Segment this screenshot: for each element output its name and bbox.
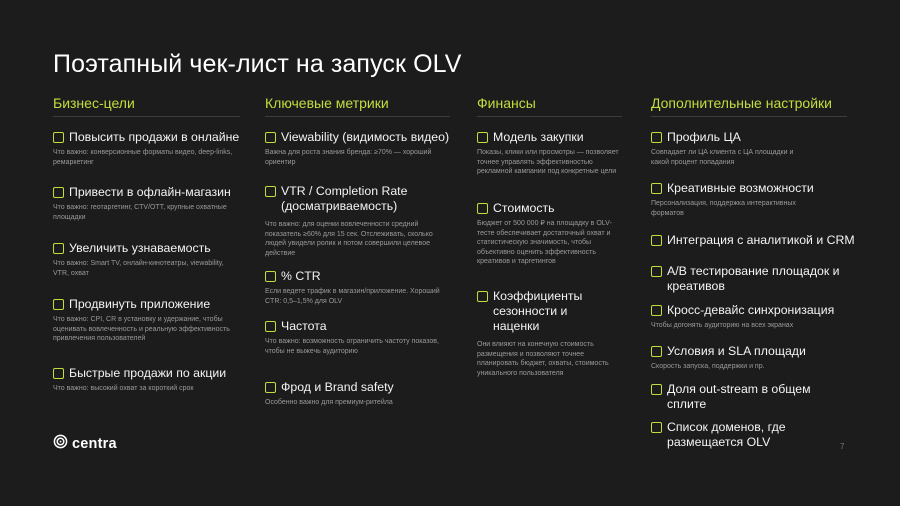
item-title: Viewability (видимость видео) <box>281 130 450 144</box>
item-title: Увеличить узнаваемость <box>69 241 211 255</box>
checkbox-icon[interactable] <box>651 183 662 194</box>
checkbox-icon[interactable] <box>265 321 276 332</box>
item-title: Список доменов, где размещается OLV <box>667 420 786 449</box>
checklist-item <box>651 130 847 167</box>
checklist-item <box>651 303 847 331</box>
item-description: Что важно: высокий охват за короткий срок <box>53 385 194 392</box>
item-description: Что важно: Smart TV, онлайн-кинотеатры, viewability, VTR, охват <box>53 260 224 277</box>
item-title: A/B тестирование площадок и креативов <box>667 264 840 293</box>
item-description: Показы, клики или просмотры — позволяет точнее управлять эффективностью рекламной кампании под конкретные цели <box>477 149 619 176</box>
checklist-item <box>651 420 847 450</box>
item-title: Частота <box>281 319 327 333</box>
item-description: Чтобы догонять аудиторию на всех экранах <box>651 322 794 329</box>
checkbox-icon[interactable] <box>477 132 488 143</box>
item-title: Повысить продажи в онлайне <box>69 130 240 144</box>
item-title: Коэффициенты сезонности и наценки <box>493 289 583 333</box>
item-title: VTR / Completion Rate (досматриваемость) <box>281 184 408 213</box>
checkbox-icon[interactable] <box>265 382 276 393</box>
checkbox-icon[interactable] <box>477 203 488 214</box>
checkbox-icon[interactable] <box>651 266 662 277</box>
item-title: Кросс-девайс синхронизация <box>667 303 835 317</box>
checklist-item <box>265 319 450 356</box>
checklist-item <box>265 380 450 408</box>
centra-logo-icon <box>53 434 68 454</box>
checkbox-icon[interactable] <box>477 291 488 302</box>
checklist-item <box>651 264 847 294</box>
item-title: Быстрые продажи по акции <box>69 366 227 380</box>
checklist-item <box>477 130 622 177</box>
item-description: Что важно: конверсионные форматы видео, deep-links, ремаркетинг <box>53 149 233 166</box>
item-title: % CTR <box>281 269 321 283</box>
centra-logo <box>53 434 117 454</box>
item-description: Что важно: для оценки вовлеченности средний показатель ≥60% для 15 сек. Отслеживать, сколько людей увидели ролик и потом совершили целевое действие <box>265 221 433 257</box>
column-heading: Бизнес-цели <box>53 94 240 117</box>
checkbox-icon[interactable] <box>265 132 276 143</box>
column-heading: Финансы <box>477 94 622 117</box>
checkbox-icon[interactable] <box>651 132 662 143</box>
column-additional-settings <box>651 94 855 449</box>
column-business-goals <box>53 94 240 392</box>
checkbox-icon[interactable] <box>53 187 64 198</box>
checkbox-icon[interactable] <box>265 186 276 197</box>
checkbox-icon[interactable] <box>53 243 64 254</box>
checklist-item <box>265 184 450 258</box>
item-description: Что важно: возможность ограничить частоту показов, чтобы не выжечь аудиторию <box>265 338 439 355</box>
item-title: Креативные возможности <box>667 181 814 195</box>
item-title: Привести в офлайн-магазин <box>69 185 231 199</box>
item-description: Они влияют на конечную стоимость размещения и позволяют точнее планировать бюджет, охваты, стоимость уникального пользователя <box>477 341 609 377</box>
item-description: Бюджет от 500 000 ₽ на площадку в OLV-тесте обеспечивает достаточный охват и статистическую значимость, чтобы объективно оценить эффективность креативов и таргетингов <box>477 220 612 266</box>
checklist-item <box>265 269 450 306</box>
item-title: Доля out-stream в общем сплите <box>667 382 811 411</box>
item-title: Модель закупки <box>493 130 584 144</box>
checklist-item <box>477 201 622 267</box>
column-key-metrics <box>265 94 450 406</box>
checklist-item <box>477 289 622 378</box>
checklist-item <box>53 366 240 394</box>
item-title: Фрод и Brand safety <box>281 380 394 394</box>
page-title: Поэтапный чек-лист на запуск OLV <box>53 50 462 78</box>
item-description: Особенно важно для премиум-ритейла <box>265 399 393 406</box>
checklist-item <box>53 241 240 278</box>
logo-text: centra <box>72 436 117 452</box>
checkbox-icon[interactable] <box>651 422 662 433</box>
checklist-item <box>53 130 240 167</box>
checklist-item <box>651 233 855 248</box>
item-title: Условия и SLA площади <box>667 344 806 358</box>
checkbox-icon[interactable] <box>651 305 662 316</box>
item-description: Персонализация, поддержка интерактивных форматов <box>651 200 796 217</box>
checklist-item <box>53 297 240 344</box>
checklist-item <box>651 382 847 412</box>
checklist-item <box>651 344 847 372</box>
checkbox-icon[interactable] <box>53 368 64 379</box>
item-title: Продвинуть приложение <box>69 297 211 311</box>
checklist-item <box>265 130 450 167</box>
item-description: Что важно: геотаргетинг, CTV/OTT, крупные охватные площадки <box>53 204 227 221</box>
checkbox-icon[interactable] <box>651 346 662 357</box>
checkbox-icon[interactable] <box>265 271 276 282</box>
checkbox-icon[interactable] <box>651 235 662 246</box>
item-title: Стоимость <box>493 201 555 215</box>
item-title: Профиль ЦА <box>667 130 741 144</box>
item-description: Совпадает ли ЦА клиента с ЦА площадки и какой процент попадания <box>651 149 794 166</box>
checkbox-icon[interactable] <box>53 299 64 310</box>
page-number: 7 <box>840 442 845 451</box>
item-description: Если ведете трафик в магазин/приложение. Хороший CTR: 0,5–1,5% для OLV <box>265 288 440 305</box>
column-finance <box>477 94 622 377</box>
checkbox-icon[interactable] <box>651 384 662 395</box>
checkbox-icon[interactable] <box>53 132 64 143</box>
item-title: Интеграция с аналитикой и CRM <box>667 233 855 247</box>
checklist-item <box>651 181 847 218</box>
column-heading: Ключевые метрики <box>265 94 450 117</box>
column-heading: Дополнительные настройки <box>651 94 847 117</box>
item-description: Скорость запуска, поддержки и пр. <box>651 363 765 370</box>
checklist-item <box>53 185 240 222</box>
item-description: Важна для роста знания бренда: ≥70% — хороший ориентир <box>265 149 432 166</box>
item-description: Что важно: CPI, CR в установку и удержание, чтобы оценивать вовлеченность и реальную эффективность привлечения пользователей <box>53 316 230 343</box>
